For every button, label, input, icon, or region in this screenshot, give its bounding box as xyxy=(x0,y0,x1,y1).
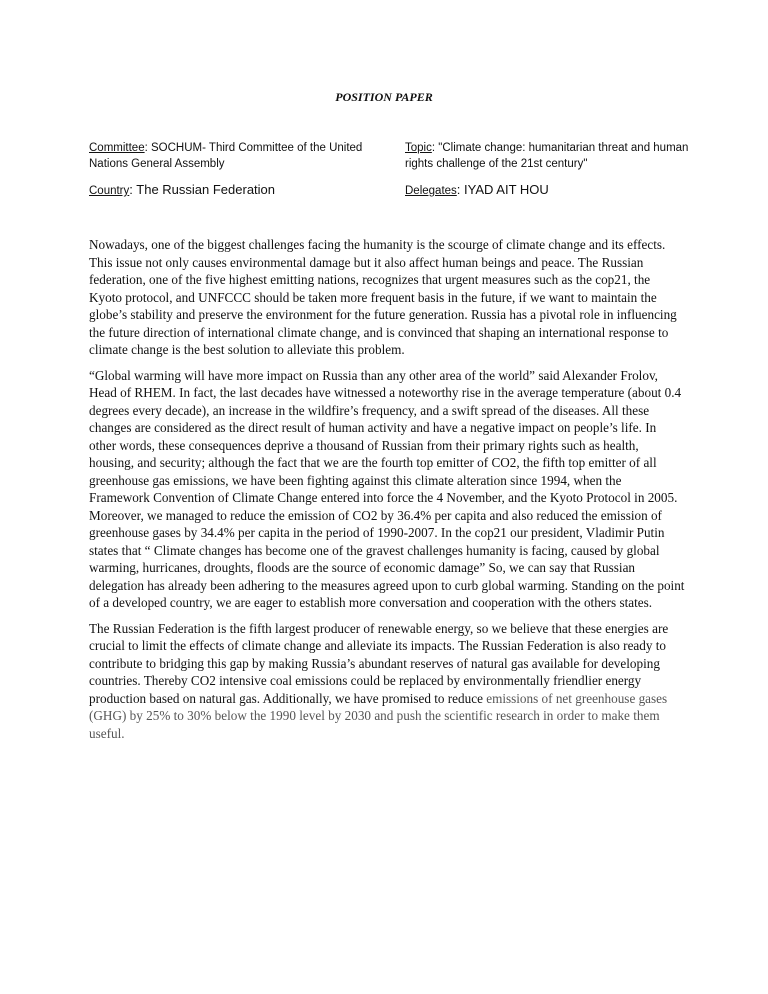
paragraph-impact: “Global warming will have more impact on Russia than any other area of the world” said Alexander Frolov, Head of RHEM. In fact, the last decades have witnessed a noteworthy rise in the average temperature (about 0.4 degrees every decade), an increase in the wildfire’s frequency, and a swift spread of the diseases. All these changes are considered as the direct result of human activity and have a negative impact on people’s life. In other words, these consequences deprive a thousand of Russian from their primary rights such as health, housing, and security; although the fact that we are the fourth top emitter of CO2, the fifth top emitter of all greenhouse gas emissions, we have been fighting against this climate alteration since 1994, when the Framework Convention of Climate Change entered into force the 4 November, and the Kyoto Protocol in 2005. Moreover, we managed to reduce the emission of CO2 by 36.4% per capita and also reduced the emission of greenhouse gases by 34.4% per capita in the period of 1990-2007. In the cop21 our president, Vladimir Putin states that “ Climate changes has become one of the gravest challenges humanity is facing, caused by global warming, hurricanes, droughts, floods are the source of economic damage” So, we can say that Russian delegation has already been adhering to the measures agreed upon to curb global warming. Standing on the point of a developed country, we are eager to establish more conversation and cooperation with the others states. xyxy=(89,367,685,610)
paragraph-renewables xyxy=(89,620,685,743)
paragraph-intro: Nowadays, one of the biggest challenges facing the humanity is the scourge of climate change and its effects. This issue not only causes environmental damage but it also affect human beings and peace. The Russian federation, one of the five highest emitting nations, recognizes that urgent measures such as the cop21, the Kyoto protocol, and UNFCCC should be taken more frequent basis in the future, if we want to maintain the globe’s stability and preserve the environment for the future generation. Russia has a pivotal role in influencing the future direction of international climate change, and is convinced that shaping an international response to climate change is the best solution to alleviate this problem. xyxy=(89,237,677,357)
delegates-value: : IYAD AIT HOU xyxy=(456,182,549,197)
topic-value: : "Climate change: humanitarian threat and human rights challenge of the 21st century" xyxy=(405,142,689,170)
body-text xyxy=(89,236,685,750)
paragraph-renewables-main: The Russian Federation is the fifth largest producer of renewable energy, so we believe that these energies are crucial to limit the effects of climate change and alleviate its impacts. The Russian Federation is also ready to contribute to bridging this gap by making Russia’s abundant reserves of natural gas available for developing countries. Thereby CO2 intensive coal emissions could be replaced by environmentally friendlier energy production based on natural gas. Additionally, we have promised to reduce xyxy=(89,620,669,706)
country-value: : The Russian Federation xyxy=(129,182,276,197)
delegates-field xyxy=(405,182,705,199)
paragraph-renewables-ghg: emissions of net greenhouse gases (GHG) by 25% to 30% below the 1990 level by 2030 and push the scientific research in order to make them useful. xyxy=(89,690,668,741)
committee-label: Committee xyxy=(89,142,145,154)
topic-field xyxy=(405,140,705,172)
delegates-label: Delegates xyxy=(405,185,457,197)
topic-label: Topic xyxy=(405,142,432,154)
page-title: POSITION PAPER xyxy=(335,90,433,104)
country-label: Country xyxy=(89,185,130,197)
country-field xyxy=(89,182,389,199)
committee-value: : SOCHUM- Third Committee of the United Nations General Assembly xyxy=(89,142,363,170)
committee-field xyxy=(89,140,369,172)
